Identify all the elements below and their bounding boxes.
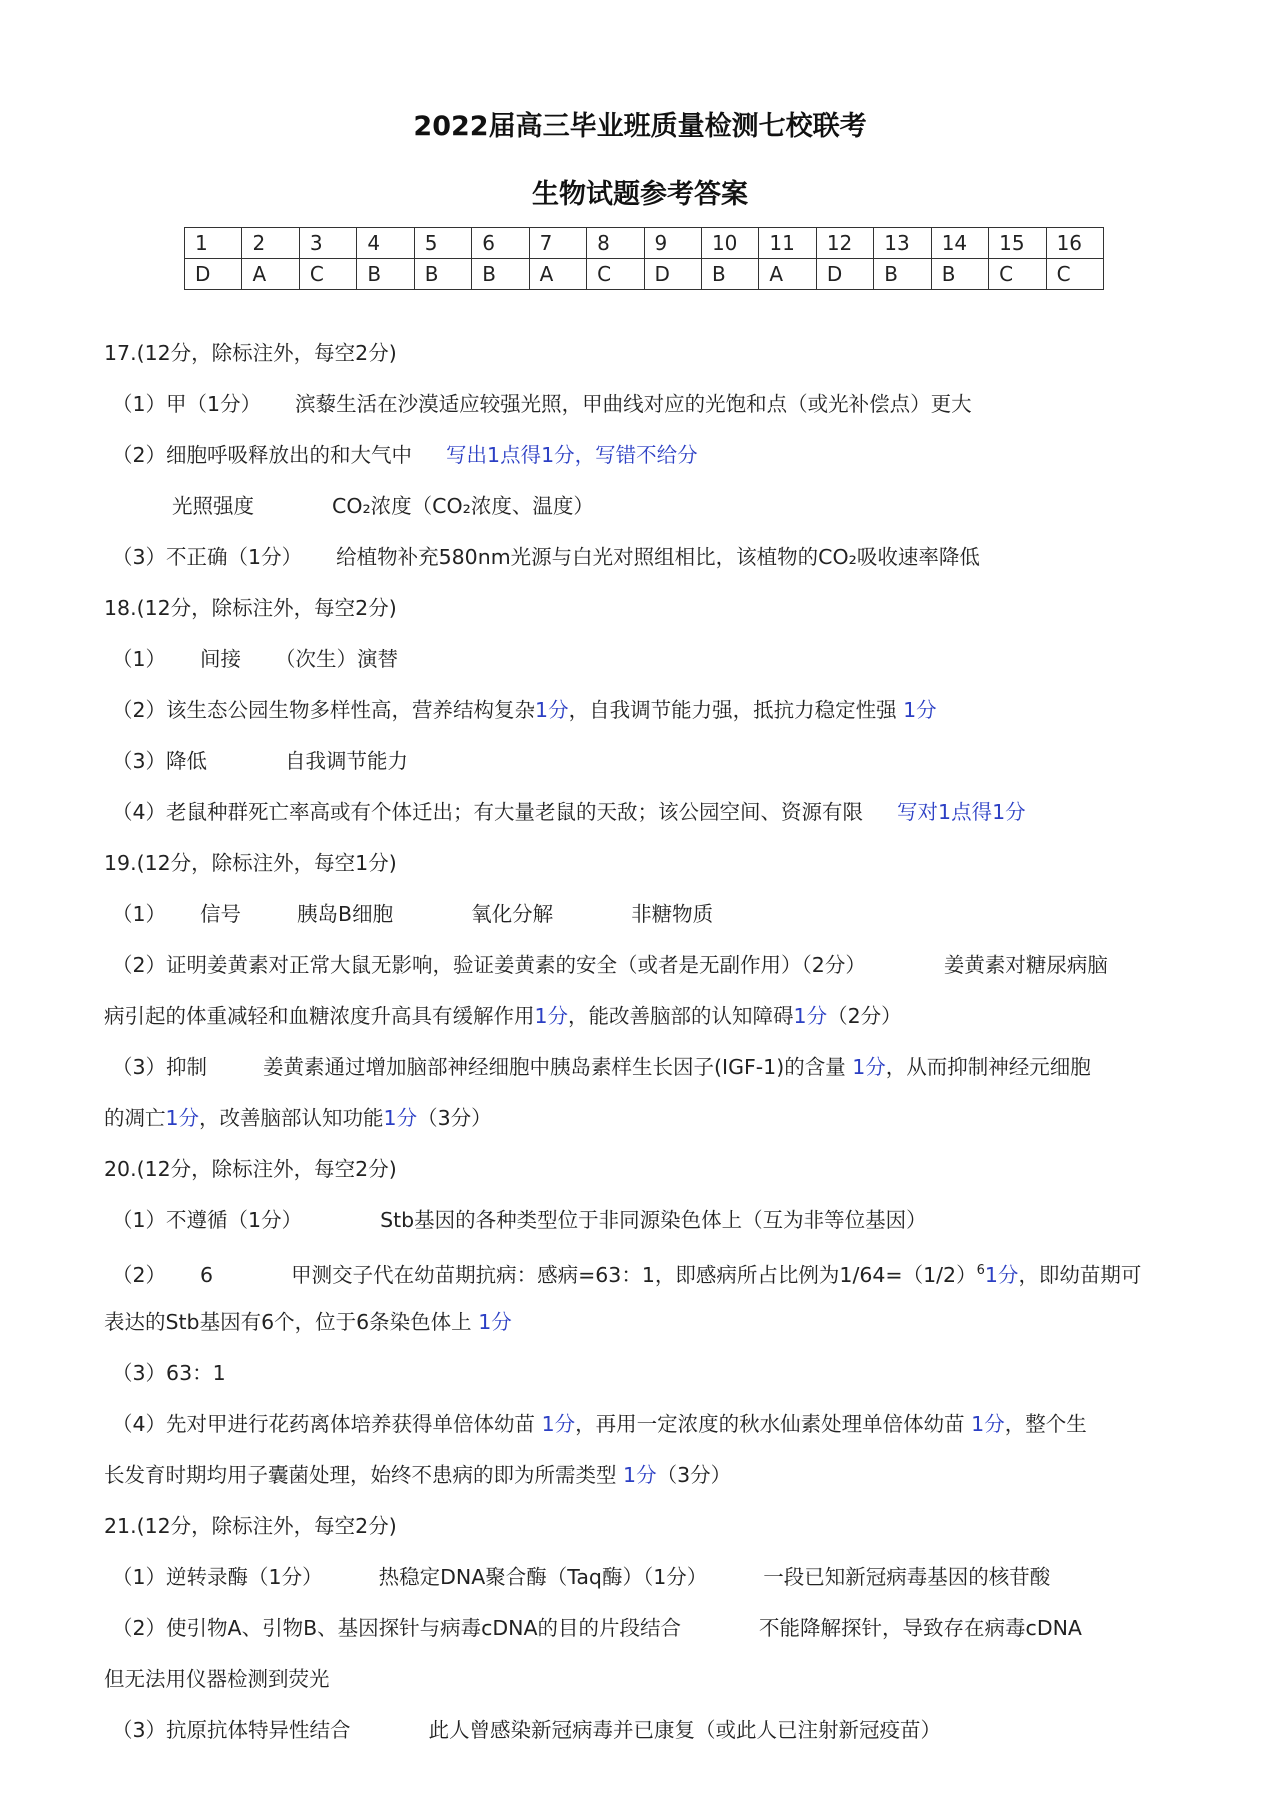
q18-part3-answer1: （3）降低 [112,749,208,773]
q21-part2-answer1: （2）使引物A、引物B、基因探针与病毒cDNA的目的片段结合 [112,1616,682,1640]
q18-part3-answer2: 自我调节能力 [285,749,409,773]
q20-part2-text2: ，即幼苗期可 [1018,1262,1142,1287]
q21-header: 21.(12分，除标注外，每空2分) [104,1514,397,1538]
q19-part3-text3: 的凋亡 [104,1106,166,1130]
answer-table-answer: C [299,259,356,290]
answer-table-number: 5 [414,228,471,259]
q19-part3-score1: 1分 [852,1055,886,1079]
answer-table-number: 9 [644,228,701,259]
q20-part2-text1: 甲测交子代在幼苗期抗病：感病=63：1，即感病所占比例为1/64=（1/2） [291,1262,977,1287]
q20-part4-score1: 1分 [541,1412,576,1436]
q19-part2-answer2: 姜黄素对糖尿病脑 [943,953,1108,977]
q19-part3-score2: 1分 [165,1106,200,1130]
q19-part2-total: （2分） [827,1004,902,1028]
answer-table-answer-row [185,259,1104,290]
q18-part1 [112,645,398,673]
q20-part2-answer: 6 [200,1262,214,1287]
q19-part1-answer3: 氧化分解 [471,902,554,926]
q21-part3 [112,1716,941,1744]
q20-part4-text1: （4）先对甲进行花药离体培养获得单倍体幼苗 [112,1412,536,1436]
answer-table-number: 15 [989,228,1046,259]
q19-part1-label: （1） [112,902,167,926]
q19-part3-text2: ，从而抑制神经元细胞 [885,1055,1091,1079]
q17-part3-reason: 给植物补充580nm光源与白光对照组相比，该植物的CO₂吸收速率降低 [336,545,980,569]
q17-part1-answer: （1）甲（1分） [112,392,262,416]
q18-part2-score2: 1分 [903,698,937,722]
q19-part1 [112,900,713,928]
q18-header: 18.(12分，除标注外，每空2分) [104,596,397,620]
answer-table-answer: A [242,259,299,290]
q19-part2-score2: 1分 [793,1004,828,1028]
answer-table-answer: D [185,259,242,290]
answer-table-answer: B [357,259,414,290]
q18-part2-score1: 1分 [535,698,569,722]
q17-header: 17.(12分，除标注外，每空2分) [104,341,397,365]
q17-part2-answer: （2）细胞呼吸释放出的和大气中 [112,443,413,467]
q20-part4-score3: 1分 [623,1463,657,1487]
q18-part4-answer: （4）老鼠种群死亡率高或有个体迁出；有大量老鼠的天敌；该公园空间、资源有限 [112,800,864,824]
q20-part4-text2: ，再用一定浓度的秋水仙素处理单倍体幼苗 [575,1412,965,1436]
q19-part1-answer4: 非糖物质 [631,902,714,926]
q17-part1 [112,390,972,418]
q20-part4-total: （3分） [656,1463,732,1487]
q20-part3: （3）63：1 [112,1361,226,1385]
q20-part2-exponent: 6 [976,1263,985,1278]
answer-table-number-row [185,228,1104,259]
q19-part3-total: （3分） [417,1106,492,1130]
q18-part3 [112,747,408,775]
q18-part1-label: （1） [112,647,167,671]
answer-table-number: 12 [816,228,873,259]
q20-part2 [112,1257,1141,1289]
answer-table-number: 8 [587,228,644,259]
q21-part2 [112,1614,1082,1642]
answer-table-number: 14 [931,228,988,259]
document-subtitle: 生物试题参考答案 [532,179,748,210]
q18-part2-text1: （2）该生态公园生物多样性高，营养结构复杂 [112,698,536,722]
q20-part4-text4: 长发育时期均用子囊菌处理，始终不患病的即为所需类型 [104,1463,617,1487]
q19-part2-text1: 病引起的体重减轻和血糖浓度升高具有缓解作用 [104,1004,535,1028]
q17-part2-line2 [172,492,594,520]
q19-part3 [112,1053,1091,1081]
q18-part4-note: 写对1点得1分 [897,800,1026,824]
q19-part3-score3: 1分 [383,1106,418,1130]
q21-part1-answer2: 热稳定DNA聚合酶（Taq酶）（1分） [378,1565,708,1589]
q19-part3-answer1: （3）抑制 [112,1055,208,1079]
q20-part4-line2 [104,1461,731,1489]
q21-part2-answer2: 不能降解探针，导致存在病毒cDNA [759,1616,1082,1640]
answer-table-answer: B [701,259,758,290]
answer-table-answer: C [989,259,1046,290]
q18-part1-answer2: （次生）演替 [275,647,399,671]
q17-part2-light: 光照强度 [172,494,254,518]
answer-table-number: 7 [529,228,586,259]
q19-part3-line2 [104,1104,492,1132]
q21-part1 [112,1563,1050,1591]
answer-table-answer: C [1046,259,1103,290]
answer-table-answer: C [587,259,644,290]
q21-part1-answer1: （1）逆转录酶（1分） [112,1565,323,1589]
document-title: 2022届高三毕业班质量检测七校联考 [413,111,867,142]
q18-part4 [112,798,1026,826]
q20-part2-label: （2） [112,1262,167,1287]
q20-part4-score2: 1分 [971,1412,1005,1436]
q19-part3-text1: 姜黄素通过增加脑部神经细胞中胰岛素样生长因子(IGF-1)的含量 [263,1055,846,1079]
q20-part1-reason: Stb基因的各种类型位于非同源染色体上（互为非等位基因） [380,1208,927,1232]
q19-part2-score1: 1分 [534,1004,569,1028]
answer-table-answer: A [759,259,816,290]
answer-table-answer: B [874,259,931,290]
q20-part4 [112,1410,1087,1438]
answer-table-answer: D [816,259,873,290]
q17-part3 [112,543,980,571]
q19-part1-answer2: 胰岛B细胞 [297,902,394,926]
q20-part1 [112,1206,927,1234]
q18-part2-text2: ，自我调节能力强，抵抗力稳定性强 [568,698,897,722]
answer-table-number: 10 [701,228,758,259]
q17-part1-reason: 滨藜生活在沙漠适应较强光照，甲曲线对应的光饱和点（或光补偿点）更大 [295,392,972,416]
answer-table-number: 2 [242,228,299,259]
q17-part2 [112,441,698,469]
q19-part2-answer1: （2）证明姜黄素对正常大鼠无影响，验证姜黄素的安全（或者是无副作用）（2分） [112,953,866,977]
q19-part2-line2 [104,1002,902,1030]
answer-table-number: 11 [759,228,816,259]
q21-part1-answer3: 一段已知新冠病毒基因的核苷酸 [763,1565,1051,1589]
q17-part3-answer: （3）不正确（1分） [112,545,303,569]
q19-part1-answer1: 信号 [200,902,242,926]
q21-part3-answer2: 此人曾感染新冠病毒并已康复（或此人已注射新冠疫苗） [428,1718,942,1742]
answer-table-number: 4 [357,228,414,259]
q20-part1-answer: （1）不遵循（1分） [112,1208,303,1232]
q17-part2-co2: CO₂浓度（CO₂浓度、温度） [332,494,594,518]
q20-part2-line2 [104,1308,512,1336]
answer-table-answer: B [472,259,529,290]
q20-part2-score2: 1分 [478,1310,512,1334]
q20-part4-text3: ，整个生 [1004,1412,1087,1436]
q20-part2-score1: 1分 [984,1262,1019,1287]
q19-part2-text2: ，能改善脑部的认知障碍 [568,1004,794,1028]
answer-table-answer: D [644,259,701,290]
q21-part3-answer1: （3）抗原抗体特异性结合 [112,1718,351,1742]
q21-part2-line2: 但无法用仪器检测到荧光 [104,1667,330,1691]
q20-header: 20.(12分，除标注外，每空2分) [104,1157,397,1181]
answer-table-number: 13 [874,228,931,259]
q18-part1-answer1: 间接 [200,647,242,671]
answer-table-number: 16 [1046,228,1103,259]
q17-part2-note: 写出1点得1分，写错不给分 [446,443,698,467]
q19-part3-text4: ，改善脑部认知功能 [199,1106,384,1130]
answer-table-number: 1 [185,228,242,259]
answer-table-answer: B [931,259,988,290]
answer-table-number: 3 [299,228,356,259]
q19-header: 19.(12分，除标注外，每空1分) [104,851,397,875]
q19-part2 [112,951,1108,979]
answer-table-number: 6 [472,228,529,259]
q18-part2 [112,696,937,724]
q20-part2-text3: 表达的Stb基因有6个，位于6条染色体上 [104,1310,472,1334]
answer-table-answer: A [529,259,586,290]
answer-table-answer: B [414,259,471,290]
answer-table [184,227,1104,290]
